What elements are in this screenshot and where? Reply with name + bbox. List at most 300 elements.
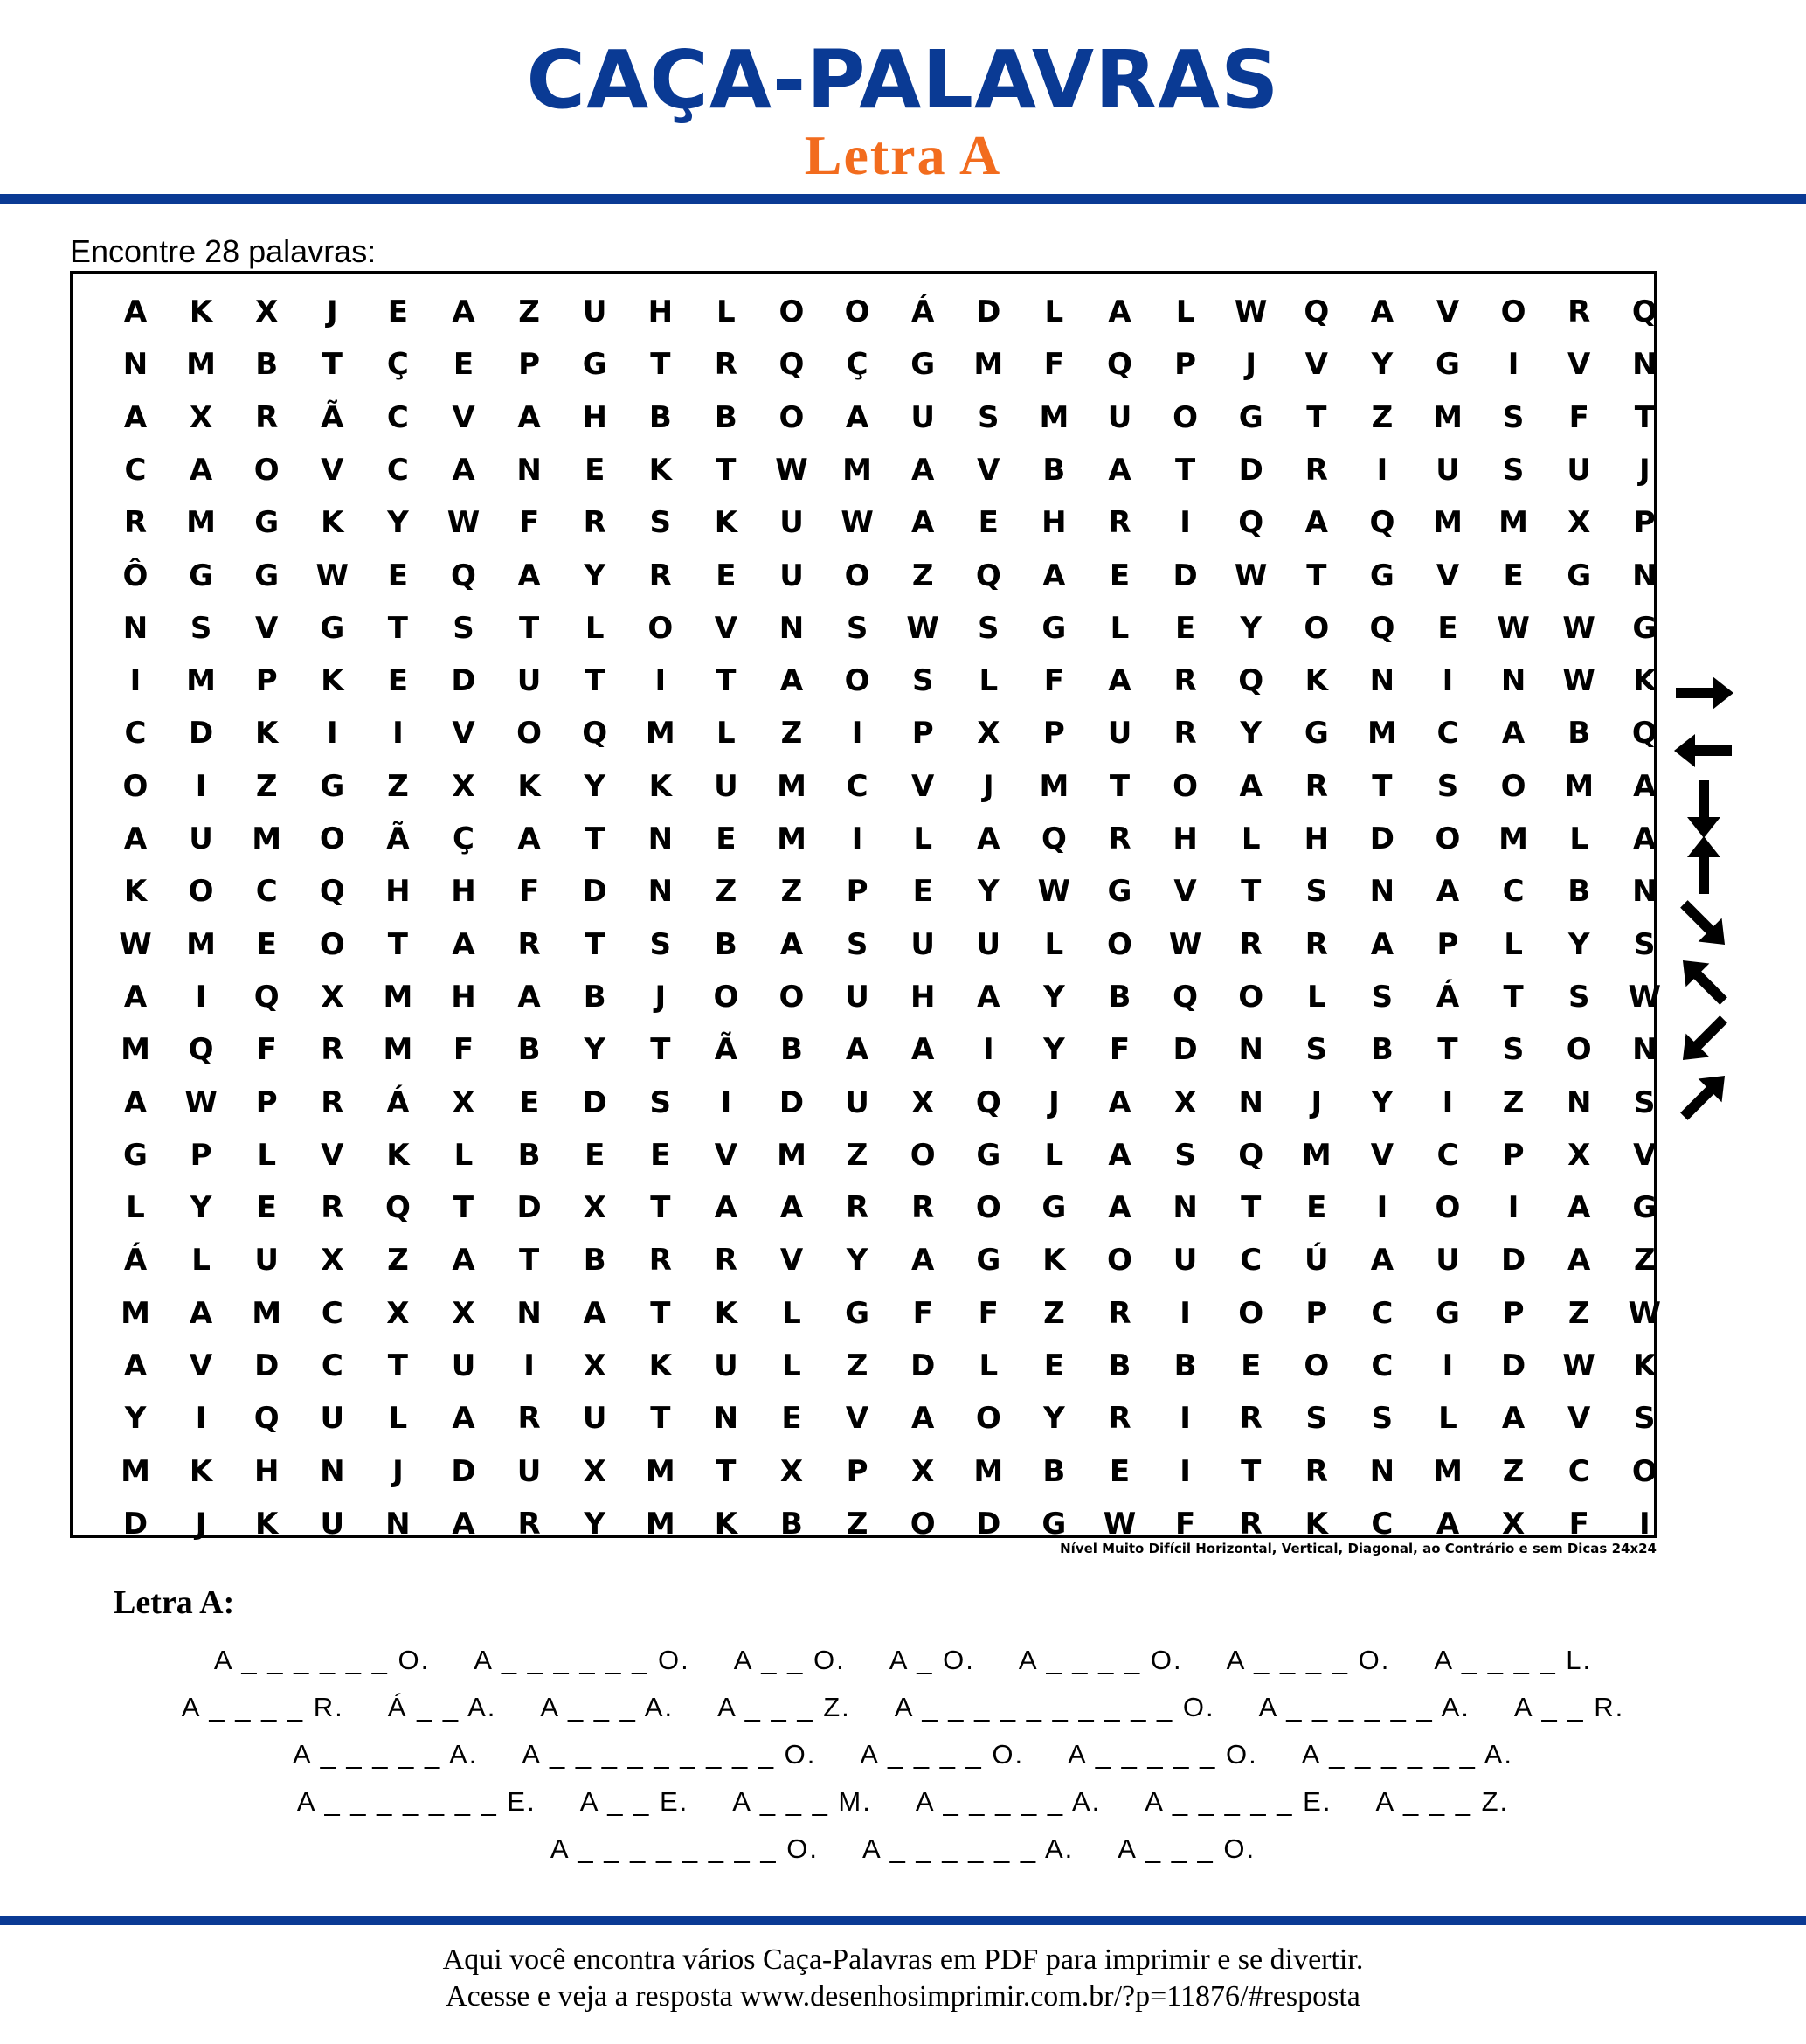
grid-letter[interactable]: X bbox=[779, 1453, 804, 1489]
grid-letter[interactable]: Ô bbox=[122, 558, 149, 593]
grid-letter[interactable]: L bbox=[1438, 1401, 1457, 1437]
grid-letter[interactable]: V bbox=[714, 610, 738, 646]
grid-letter[interactable]: W bbox=[184, 1084, 218, 1120]
grid-letter[interactable]: R bbox=[1108, 1295, 1131, 1331]
grid-letter[interactable]: D bbox=[1369, 821, 1394, 856]
grid-letter[interactable]: S bbox=[1305, 1032, 1328, 1068]
grid-letter[interactable]: X bbox=[583, 1453, 606, 1489]
grid-letter[interactable]: Y bbox=[584, 768, 605, 804]
grid-letter[interactable]: W bbox=[446, 505, 481, 541]
grid-letter[interactable]: A bbox=[911, 1032, 935, 1068]
grid-letter[interactable]: O bbox=[713, 979, 739, 1015]
grid-letter[interactable]: A bbox=[517, 399, 541, 435]
grid-letter[interactable]: N bbox=[1238, 1084, 1263, 1120]
grid-letter[interactable]: N bbox=[1632, 1032, 1657, 1068]
grid-letter[interactable]: V bbox=[1370, 1137, 1394, 1173]
grid-letter[interactable]: D bbox=[1500, 1243, 1526, 1278]
grid-letter[interactable]: Á bbox=[123, 1243, 148, 1278]
grid-letter[interactable]: L bbox=[585, 610, 605, 646]
grid-letter[interactable]: M bbox=[186, 926, 217, 962]
grid-letter[interactable]: B bbox=[1042, 452, 1066, 488]
grid-letter[interactable]: Y bbox=[977, 874, 1000, 910]
grid-letter[interactable]: P bbox=[1305, 1295, 1328, 1331]
grid-letter[interactable]: A bbox=[1108, 294, 1131, 329]
grid-letter[interactable]: H bbox=[582, 399, 607, 435]
grid-letter[interactable]: A bbox=[1108, 1137, 1131, 1173]
grid-letter[interactable]: A bbox=[452, 1506, 475, 1542]
grid-letter[interactable]: J bbox=[1245, 347, 1257, 383]
grid-letter[interactable]: B bbox=[255, 347, 279, 383]
grid-letter[interactable]: E bbox=[716, 558, 737, 593]
grid-letter[interactable]: B bbox=[1370, 1032, 1394, 1068]
grid-letter[interactable]: Z bbox=[1633, 1243, 1656, 1278]
grid-letter[interactable]: A bbox=[845, 1032, 869, 1068]
grid-letter[interactable]: Á bbox=[911, 294, 935, 329]
grid-letter[interactable]: O bbox=[975, 1401, 1001, 1437]
grid-letter[interactable]: G bbox=[1632, 1190, 1657, 1226]
grid-letter[interactable]: Á bbox=[386, 1084, 410, 1120]
grid-letter[interactable]: M bbox=[1433, 399, 1463, 435]
grid-letter[interactable]: A bbox=[779, 1190, 804, 1226]
grid-letter[interactable]: H bbox=[253, 1453, 280, 1489]
grid-letter[interactable]: T bbox=[650, 1401, 671, 1437]
grid-letter[interactable]: U bbox=[582, 1401, 607, 1437]
grid-letter[interactable]: Y bbox=[1043, 979, 1065, 1015]
grid-letter[interactable]: G bbox=[254, 505, 280, 541]
grid-letter[interactable]: N bbox=[320, 1453, 345, 1489]
grid-letter[interactable]: E bbox=[650, 1137, 671, 1173]
grid-letter[interactable]: T bbox=[387, 1348, 408, 1383]
grid-letter[interactable]: I bbox=[523, 1348, 535, 1383]
grid-letter[interactable]: N bbox=[1632, 874, 1657, 910]
grid-letter[interactable]: O bbox=[253, 452, 280, 488]
grid-letter[interactable]: U bbox=[254, 1243, 279, 1278]
grid-letter[interactable]: X bbox=[452, 1295, 475, 1331]
grid-letter[interactable]: N bbox=[385, 1506, 411, 1542]
grid-letter[interactable]: I bbox=[195, 979, 207, 1015]
grid-letter[interactable]: E bbox=[1241, 1348, 1262, 1383]
grid-letter[interactable]: C bbox=[124, 716, 147, 752]
grid-letter[interactable]: A bbox=[1567, 1190, 1591, 1226]
grid-letter[interactable]: G bbox=[1567, 558, 1592, 593]
grid-letter[interactable]: A bbox=[1633, 821, 1657, 856]
grid-letter[interactable]: F bbox=[256, 1032, 277, 1068]
grid-letter[interactable]: E bbox=[1437, 610, 1458, 646]
grid-letter[interactable]: T bbox=[1174, 452, 1196, 488]
grid-letter[interactable]: A bbox=[1239, 768, 1263, 804]
grid-letter[interactable]: G bbox=[582, 347, 607, 383]
grid-letter[interactable]: M bbox=[777, 821, 806, 856]
grid-letter[interactable]: U bbox=[910, 926, 935, 962]
grid-letter[interactable]: V bbox=[452, 399, 475, 435]
grid-letter[interactable]: M bbox=[383, 1032, 413, 1068]
grid-letter[interactable]: S bbox=[846, 610, 868, 646]
grid-letter[interactable]: W bbox=[1628, 1295, 1662, 1331]
grid-letter[interactable]: W bbox=[906, 610, 939, 646]
grid-letter[interactable]: H bbox=[1304, 821, 1330, 856]
grid-letter[interactable]: U bbox=[1173, 1243, 1198, 1278]
grid-letter[interactable]: R bbox=[1108, 1401, 1131, 1437]
grid-letter[interactable]: C bbox=[1240, 1243, 1263, 1278]
grid-letter[interactable]: S bbox=[1174, 1137, 1196, 1173]
grid-letter[interactable]: H bbox=[910, 979, 936, 1015]
grid-letter[interactable]: R bbox=[714, 347, 737, 383]
grid-letter[interactable]: S bbox=[1305, 1401, 1328, 1437]
grid-letter[interactable]: X bbox=[255, 294, 279, 329]
grid-letter[interactable]: Q bbox=[1369, 505, 1395, 541]
grid-letter[interactable]: A bbox=[123, 399, 148, 435]
grid-letter[interactable]: Y bbox=[1240, 610, 1262, 646]
grid-letter[interactable]: R bbox=[1173, 716, 1197, 752]
grid-letter[interactable]: M bbox=[186, 347, 217, 383]
grid-letter[interactable]: O bbox=[1238, 979, 1264, 1015]
grid-letter[interactable]: J bbox=[1311, 1084, 1323, 1120]
grid-letter[interactable]: E bbox=[781, 1401, 802, 1437]
grid-letter[interactable]: F bbox=[1109, 1032, 1131, 1068]
grid-letter[interactable]: X bbox=[977, 716, 1000, 752]
grid-letter[interactable]: R bbox=[1173, 663, 1197, 699]
grid-letter[interactable]: C bbox=[1371, 1348, 1394, 1383]
grid-letter[interactable]: T bbox=[650, 347, 671, 383]
grid-letter[interactable]: M bbox=[1367, 716, 1397, 752]
grid-letter[interactable]: N bbox=[122, 610, 149, 646]
grid-letter[interactable]: E bbox=[585, 1137, 605, 1173]
grid-letter[interactable]: G bbox=[189, 558, 214, 593]
grid-letter[interactable]: M bbox=[645, 1506, 675, 1542]
grid-letter[interactable]: R bbox=[911, 1190, 935, 1226]
grid-letter[interactable]: S bbox=[1634, 1401, 1656, 1437]
grid-letter[interactable]: L bbox=[1175, 294, 1195, 329]
grid-letter[interactable]: I bbox=[1180, 1453, 1191, 1489]
grid-letter[interactable]: V bbox=[1567, 347, 1591, 383]
grid-letter[interactable]: B bbox=[1173, 1348, 1197, 1383]
grid-letter[interactable]: T bbox=[1437, 1032, 1458, 1068]
grid-letter[interactable]: K bbox=[1304, 1506, 1328, 1542]
grid-letter[interactable]: Q bbox=[319, 874, 345, 910]
grid-letter[interactable]: M bbox=[842, 452, 873, 488]
grid-letter[interactable]: Q bbox=[1238, 1137, 1264, 1173]
grid-letter[interactable]: H bbox=[451, 874, 476, 910]
grid-letter[interactable]: B bbox=[1567, 716, 1591, 752]
grid-letter[interactable]: D bbox=[1173, 1032, 1198, 1068]
grid-letter[interactable]: C bbox=[1567, 1453, 1590, 1489]
grid-letter[interactable]: V bbox=[321, 1137, 344, 1173]
grid-letter[interactable]: Q bbox=[253, 979, 280, 1015]
grid-letter[interactable]: V bbox=[977, 452, 1000, 488]
grid-letter[interactable]: R bbox=[1304, 1453, 1328, 1489]
grid-letter[interactable]: F bbox=[1043, 347, 1064, 383]
grid-letter[interactable]: E bbox=[1109, 558, 1131, 593]
grid-letter[interactable]: K bbox=[648, 1348, 672, 1383]
grid-letter[interactable]: Q bbox=[975, 558, 1001, 593]
grid-letter[interactable]: R bbox=[321, 1032, 344, 1068]
grid-letter[interactable]: B bbox=[517, 1032, 541, 1068]
grid-letter[interactable]: Z bbox=[1502, 1453, 1525, 1489]
grid-letter[interactable]: X bbox=[321, 1243, 344, 1278]
grid-letter[interactable]: G bbox=[976, 1137, 1001, 1173]
grid-letter[interactable]: A bbox=[123, 1084, 148, 1120]
grid-letter[interactable]: K bbox=[648, 768, 672, 804]
grid-letter[interactable]: L bbox=[388, 1401, 408, 1437]
grid-letter[interactable]: Q bbox=[451, 558, 476, 593]
grid-letter[interactable]: K bbox=[517, 768, 541, 804]
grid-letter[interactable]: A bbox=[845, 399, 869, 435]
grid-letter[interactable]: W bbox=[1234, 294, 1268, 329]
grid-letter[interactable]: B bbox=[583, 979, 606, 1015]
grid-letter[interactable]: T bbox=[518, 1243, 540, 1278]
grid-letter[interactable]: E bbox=[716, 821, 737, 856]
grid-letter[interactable]: P bbox=[518, 347, 541, 383]
grid-letter[interactable]: E bbox=[387, 558, 408, 593]
grid-letter[interactable]: U bbox=[1436, 452, 1460, 488]
grid-letter[interactable]: E bbox=[387, 294, 408, 329]
grid-letter[interactable]: I bbox=[1376, 452, 1388, 488]
grid-letter[interactable]: Q bbox=[188, 1032, 214, 1068]
grid-letter[interactable]: S bbox=[911, 663, 934, 699]
grid-letter[interactable]: R bbox=[1239, 926, 1263, 962]
grid-letter[interactable]: J bbox=[1048, 1084, 1060, 1120]
grid-letter[interactable]: V bbox=[1304, 347, 1328, 383]
grid-letter[interactable]: S bbox=[453, 610, 474, 646]
grid-letter[interactable]: B bbox=[714, 399, 737, 435]
grid-letter[interactable]: M bbox=[121, 1032, 150, 1068]
grid-letter[interactable]: R bbox=[1239, 1506, 1263, 1542]
grid-letter[interactable]: K bbox=[255, 716, 279, 752]
grid-letter[interactable]: F bbox=[1568, 399, 1589, 435]
grid-letter[interactable]: A bbox=[1108, 663, 1131, 699]
grid-letter[interactable]: Ã bbox=[714, 1032, 738, 1068]
grid-letter[interactable]: N bbox=[516, 452, 542, 488]
grid-letter[interactable]: Y bbox=[1043, 1401, 1065, 1437]
grid-letter[interactable]: Y bbox=[584, 1506, 605, 1542]
grid-letter[interactable]: P bbox=[846, 1453, 868, 1489]
grid-letter[interactable]: K bbox=[714, 1506, 738, 1542]
grid-letter[interactable]: R bbox=[1304, 768, 1328, 804]
grid-letter[interactable]: C bbox=[321, 1295, 343, 1331]
grid-letter[interactable]: S bbox=[978, 399, 1000, 435]
grid-letter[interactable]: W bbox=[1562, 663, 1595, 699]
grid-letter[interactable]: A bbox=[189, 1295, 213, 1331]
grid-letter[interactable]: L bbox=[1044, 926, 1064, 962]
grid-letter[interactable]: O bbox=[1173, 768, 1199, 804]
grid-letter[interactable]: T bbox=[1503, 979, 1524, 1015]
grid-letter[interactable]: I bbox=[851, 821, 863, 856]
grid-letter[interactable]: K bbox=[714, 505, 738, 541]
grid-letter[interactable]: A bbox=[977, 821, 1000, 856]
grid-letter[interactable]: M bbox=[252, 1295, 282, 1331]
grid-letter[interactable]: G bbox=[1041, 610, 1067, 646]
grid-letter[interactable]: G bbox=[1238, 399, 1263, 435]
grid-letter[interactable]: U bbox=[845, 979, 869, 1015]
grid-letter[interactable]: S bbox=[190, 610, 212, 646]
grid-letter[interactable]: N bbox=[1369, 663, 1395, 699]
grid-letter[interactable]: O bbox=[1500, 294, 1526, 329]
grid-letter[interactable]: A bbox=[1633, 768, 1657, 804]
grid-letter[interactable]: U bbox=[976, 926, 1001, 962]
grid-letter[interactable]: L bbox=[1044, 294, 1064, 329]
grid-letter[interactable]: S bbox=[1502, 1032, 1525, 1068]
grid-letter[interactable]: A bbox=[189, 452, 213, 488]
grid-letter[interactable]: R bbox=[1304, 452, 1328, 488]
grid-letter[interactable]: D bbox=[778, 1084, 805, 1120]
grid-letter[interactable]: I bbox=[1442, 1084, 1454, 1120]
grid-letter[interactable]: Z bbox=[715, 874, 737, 910]
grid-letter[interactable]: V bbox=[255, 610, 279, 646]
grid-letter[interactable]: Q bbox=[384, 1190, 411, 1226]
grid-letter[interactable]: J bbox=[654, 979, 667, 1015]
grid-letter[interactable]: Q bbox=[1369, 610, 1395, 646]
grid-letter[interactable]: Ã bbox=[386, 821, 410, 856]
grid-letter[interactable]: U bbox=[451, 1348, 476, 1383]
grid-letter[interactable]: R bbox=[1304, 926, 1328, 962]
grid-letter[interactable]: Q bbox=[975, 1084, 1001, 1120]
grid-letter[interactable]: L bbox=[1044, 1137, 1064, 1173]
grid-letter[interactable]: Q bbox=[253, 1401, 280, 1437]
grid-letter[interactable]: P bbox=[1502, 1295, 1525, 1331]
grid-letter[interactable]: F bbox=[912, 1295, 933, 1331]
grid-letter[interactable]: Z bbox=[1043, 1295, 1065, 1331]
grid-letter[interactable]: S bbox=[846, 926, 868, 962]
grid-letter[interactable]: R bbox=[1239, 1401, 1263, 1437]
grid-letter[interactable]: W bbox=[1103, 1506, 1137, 1542]
grid-letter[interactable]: D bbox=[1238, 452, 1263, 488]
grid-letter[interactable]: V bbox=[845, 1401, 869, 1437]
grid-letter[interactable]: B bbox=[714, 926, 737, 962]
grid-letter[interactable]: U bbox=[779, 558, 804, 593]
grid-letter[interactable]: N bbox=[122, 347, 149, 383]
grid-letter[interactable]: X bbox=[386, 1295, 410, 1331]
grid-letter[interactable]: B bbox=[1567, 874, 1591, 910]
grid-letter[interactable]: G bbox=[845, 1295, 870, 1331]
grid-letter[interactable]: T bbox=[1109, 768, 1131, 804]
grid-letter[interactable]: E bbox=[387, 663, 408, 699]
grid-letter[interactable]: E bbox=[912, 874, 933, 910]
grid-letter[interactable]: A bbox=[911, 452, 935, 488]
grid-letter[interactable]: Y bbox=[190, 1190, 212, 1226]
grid-letter[interactable]: M bbox=[186, 505, 217, 541]
grid-letter[interactable]: Y bbox=[1371, 1084, 1394, 1120]
grid-letter[interactable]: H bbox=[1041, 505, 1067, 541]
grid-letter[interactable]: O bbox=[778, 399, 805, 435]
grid-letter[interactable]: V bbox=[189, 1348, 213, 1383]
grid-letter[interactable]: Q bbox=[1238, 505, 1264, 541]
grid-letter[interactable]: P bbox=[911, 716, 934, 752]
grid-letter[interactable]: O bbox=[319, 821, 345, 856]
grid-letter[interactable]: C bbox=[1436, 1137, 1459, 1173]
grid-letter[interactable]: W bbox=[315, 558, 349, 593]
grid-letter[interactable]: K bbox=[386, 1137, 410, 1173]
grid-letter[interactable]: M bbox=[1039, 768, 1069, 804]
grid-letter[interactable]: G bbox=[1107, 874, 1132, 910]
grid-letter[interactable]: L bbox=[1569, 821, 1589, 856]
grid-letter[interactable]: A bbox=[452, 452, 475, 488]
grid-letter[interactable]: A bbox=[1370, 1243, 1394, 1278]
grid-letter[interactable]: T bbox=[1372, 768, 1393, 804]
grid-letter[interactable]: E bbox=[978, 505, 999, 541]
grid-letter[interactable]: K bbox=[1633, 663, 1657, 699]
grid-letter[interactable]: O bbox=[844, 558, 870, 593]
grid-letter[interactable]: A bbox=[452, 1401, 475, 1437]
grid-letter[interactable]: D bbox=[582, 1084, 607, 1120]
grid-letter[interactable]: D bbox=[516, 1190, 542, 1226]
grid-letter[interactable]: W bbox=[1037, 874, 1071, 910]
grid-letter[interactable]: F bbox=[1174, 1506, 1196, 1542]
grid-letter[interactable]: W bbox=[1168, 926, 1202, 962]
grid-letter[interactable]: C bbox=[846, 768, 868, 804]
grid-letter[interactable]: K bbox=[1633, 1348, 1657, 1383]
grid-letter[interactable]: C bbox=[1436, 716, 1459, 752]
grid-letter[interactable]: B bbox=[583, 1243, 606, 1278]
grid-letter[interactable]: K bbox=[321, 505, 344, 541]
grid-letter[interactable]: Z bbox=[1371, 399, 1394, 435]
grid-letter[interactable]: F bbox=[1043, 663, 1064, 699]
grid-letter[interactable]: M bbox=[1301, 1137, 1332, 1173]
grid-letter[interactable]: W bbox=[1562, 610, 1595, 646]
grid-letter[interactable]: T bbox=[585, 663, 605, 699]
grid-letter[interactable]: T bbox=[1241, 874, 1262, 910]
grid-letter[interactable]: B bbox=[517, 1137, 541, 1173]
grid-letter[interactable]: Z bbox=[846, 1348, 868, 1383]
grid-letter[interactable]: V bbox=[1436, 294, 1460, 329]
grid-letter[interactable]: T bbox=[322, 347, 343, 383]
grid-letter[interactable]: O bbox=[910, 1137, 936, 1173]
grid-letter[interactable]: K bbox=[1042, 1243, 1066, 1278]
grid-letter[interactable]: X bbox=[911, 1453, 935, 1489]
grid-letter[interactable]: R bbox=[255, 399, 279, 435]
grid-letter[interactable]: W bbox=[1562, 1348, 1595, 1383]
grid-letter[interactable]: S bbox=[1305, 874, 1328, 910]
grid-letter[interactable]: M bbox=[777, 1137, 806, 1173]
grid-letter[interactable]: D bbox=[188, 716, 214, 752]
grid-letter[interactable]: M bbox=[645, 716, 675, 752]
grid-letter[interactable]: P bbox=[1174, 347, 1197, 383]
grid-letter[interactable]: V bbox=[452, 716, 475, 752]
grid-letter[interactable]: U bbox=[1107, 399, 1132, 435]
grid-letter[interactable]: L bbox=[1241, 821, 1261, 856]
grid-letter[interactable]: M bbox=[383, 979, 413, 1015]
grid-letter[interactable]: E bbox=[585, 452, 605, 488]
grid-letter[interactable]: E bbox=[1109, 1453, 1131, 1489]
grid-letter[interactable]: X bbox=[583, 1190, 606, 1226]
grid-letter[interactable]: F bbox=[453, 1032, 474, 1068]
grid-letter[interactable]: Q bbox=[1304, 294, 1330, 329]
grid-letter[interactable]: T bbox=[716, 663, 737, 699]
grid-letter[interactable]: N bbox=[713, 1401, 739, 1437]
grid-letter[interactable]: K bbox=[714, 1295, 738, 1331]
grid-letter[interactable]: U bbox=[189, 821, 213, 856]
grid-letter[interactable]: A bbox=[1370, 926, 1394, 962]
grid-letter[interactable]: X bbox=[1567, 1137, 1591, 1173]
grid-letter[interactable]: Q bbox=[1238, 663, 1264, 699]
grid-letter[interactable]: S bbox=[649, 505, 672, 541]
grid-letter[interactable]: R bbox=[714, 1243, 737, 1278]
grid-letter[interactable]: H bbox=[385, 874, 411, 910]
grid-letter[interactable]: K bbox=[1304, 663, 1328, 699]
grid-letter[interactable]: O bbox=[122, 768, 149, 804]
grid-letter[interactable]: V bbox=[1173, 874, 1197, 910]
grid-letter[interactable]: U bbox=[910, 399, 935, 435]
grid-letter[interactable]: Z bbox=[387, 768, 409, 804]
grid-letter[interactable]: W bbox=[1628, 979, 1662, 1015]
grid-letter[interactable]: R bbox=[517, 1401, 541, 1437]
grid-letter[interactable]: B bbox=[1108, 979, 1131, 1015]
grid-letter[interactable]: N bbox=[778, 610, 805, 646]
grid-letter[interactable]: A bbox=[1304, 505, 1328, 541]
grid-letter[interactable]: J bbox=[392, 1453, 404, 1489]
grid-letter[interactable]: T bbox=[1241, 1453, 1262, 1489]
grid-letter[interactable]: Q bbox=[778, 347, 805, 383]
grid-letter[interactable]: S bbox=[978, 610, 1000, 646]
